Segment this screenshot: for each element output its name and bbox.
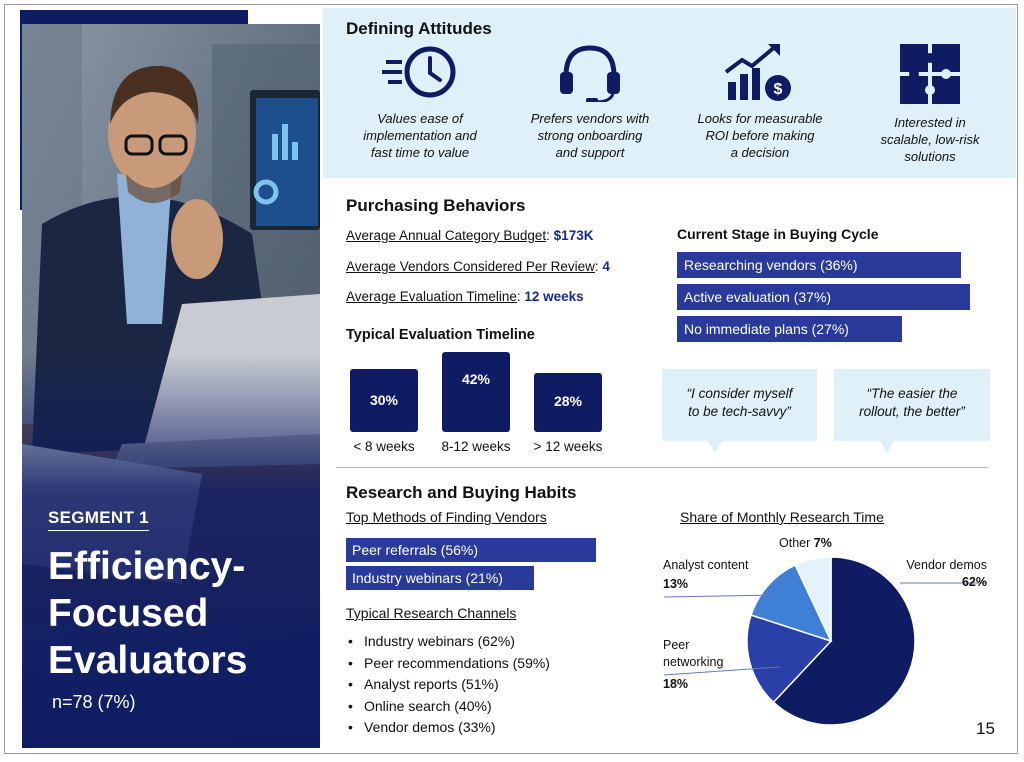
list-item: • Vendor demos (33%)	[346, 717, 550, 739]
segment-title-line: Evaluators	[48, 639, 248, 682]
timeline-bar-label: < 8 weeks	[353, 439, 415, 454]
attitude-text	[675, 110, 845, 161]
stage-bar: Researching vendors (36%)	[677, 252, 961, 278]
budget-line: Average Annual Category Budget: $173K	[346, 228, 594, 243]
attitude-item	[335, 42, 505, 165]
budget-label: Average Annual Category Budget	[346, 228, 547, 243]
timeline-bar-label: 8-12 weeks	[441, 439, 511, 454]
pie-label-value: 13%	[663, 577, 689, 591]
puzzle-icon	[890, 42, 970, 106]
quote-line: “The easier the	[866, 386, 958, 401]
evaluation-timeline-title: Typical Evaluation Timeline	[346, 327, 535, 343]
attitude-item	[505, 42, 675, 165]
timeline-bar: 30%	[350, 369, 418, 432]
attitude-text-line: strong onboarding	[537, 128, 643, 143]
buying-stage-title: Current Stage in Buying Cycle	[677, 226, 879, 242]
pie-label-peer	[663, 637, 723, 693]
growth-chart-dollar-icon	[720, 42, 800, 102]
timeline-line: Average Evaluation Timeline: 12 weeks	[346, 289, 584, 304]
stage-bar: No immediate plans (27%)	[677, 316, 902, 342]
quote-line: to be tech-savvy”	[688, 404, 791, 419]
pie-label-name: Other	[779, 536, 811, 550]
pie-label-value: 7%	[813, 536, 832, 550]
segment-photo-panel	[22, 24, 320, 748]
pie-label-name: networking	[663, 655, 724, 669]
quote-tail	[708, 441, 722, 453]
timeline-bar-label: > 12 weeks	[533, 439, 603, 454]
attitudes-title: Defining Attitudes	[346, 19, 492, 38]
attitudes-row	[335, 42, 1015, 165]
vendors-label: Average Vendors Considered Per Review	[346, 259, 595, 274]
segment-sample-size: n=78 (7%)	[52, 692, 136, 712]
quote-bubble	[834, 369, 990, 441]
timeline-bar: 42%	[442, 352, 510, 432]
attitude-item	[845, 42, 1015, 165]
attitude-text-line: implementation and	[363, 128, 477, 143]
vendors-value: 4	[602, 259, 610, 274]
attitude-text-line: a decision	[730, 145, 790, 160]
leader-line-analyst	[664, 595, 775, 597]
attitude-text	[335, 110, 505, 161]
channels-title: Typical Research Channels	[346, 605, 517, 621]
research-title: Research and Buying Habits	[346, 483, 577, 502]
quote-bubble	[662, 369, 817, 441]
timeline-value: 12 weeks	[524, 289, 584, 304]
methods-title: Top Methods of Finding Vendors	[346, 509, 547, 525]
list-item: • Online search (40%)	[346, 696, 550, 718]
vendors-line: Average Vendors Considered Per Review: 4	[346, 259, 610, 274]
pie-label-vendor	[897, 557, 987, 591]
section-divider	[336, 467, 988, 468]
attitude-text-line: Interested in	[894, 115, 966, 130]
segment-title-line: Focused	[48, 592, 209, 635]
pie-label-name: Analyst content	[663, 558, 749, 572]
attitude-text-line: Prefers vendors with	[530, 111, 650, 126]
timeline-label: Average Evaluation Timeline	[346, 289, 517, 304]
list-item: • Analyst reports (51%)	[346, 674, 550, 696]
attitude-text-line: scalable, low-risk	[880, 132, 980, 147]
attitude-text-line: and support	[555, 145, 625, 160]
pie-title: Share of Monthly Research Time	[680, 509, 884, 525]
clock-speed-icon	[380, 42, 460, 102]
quote-line: “I consider myself	[686, 386, 793, 401]
segment-title-line: Efficiency-	[48, 545, 246, 588]
list-item: • Industry webinars (62%)	[346, 631, 550, 653]
segment-label: SEGMENT 1	[48, 508, 149, 531]
svg-text:$: $	[773, 81, 783, 98]
headset-icon	[550, 42, 630, 102]
stage-bar: Active evaluation (37%)	[677, 284, 970, 310]
attitude-text-line: Values ease of	[377, 111, 463, 126]
pie-label-name: Peer	[663, 638, 690, 652]
method-bar: Industry webinars (21%)	[346, 566, 534, 590]
budget-value: $173K	[553, 228, 594, 243]
pie-label-name: Vendor demos	[906, 558, 987, 572]
attitude-text-line: Looks for measurable	[697, 111, 823, 126]
attitude-text	[505, 110, 675, 161]
pie-label-value: 18%	[663, 677, 689, 691]
segment-title	[48, 543, 310, 684]
attitude-text-line: ROI before making	[705, 128, 815, 143]
page-number: 15	[976, 719, 995, 738]
quote-line: rollout, the better”	[859, 404, 965, 419]
timeline-bar: 28%	[534, 373, 602, 432]
quote-tail	[880, 441, 894, 453]
method-bar: Peer referrals (56%)	[346, 538, 596, 562]
pie-label-other	[779, 535, 832, 552]
list-item: • Peer recommendations (59%)	[346, 653, 550, 675]
attitude-text-line: solutions	[904, 149, 956, 164]
pie-label-value: 62%	[961, 575, 987, 589]
channels-list	[346, 631, 550, 739]
attitude-text-line: fast time to value	[370, 145, 470, 160]
attitude-text	[845, 114, 1015, 165]
purchasing-title: Purchasing Behaviors	[346, 196, 526, 215]
pie-label-analyst	[663, 557, 748, 593]
attitude-item	[675, 42, 845, 165]
